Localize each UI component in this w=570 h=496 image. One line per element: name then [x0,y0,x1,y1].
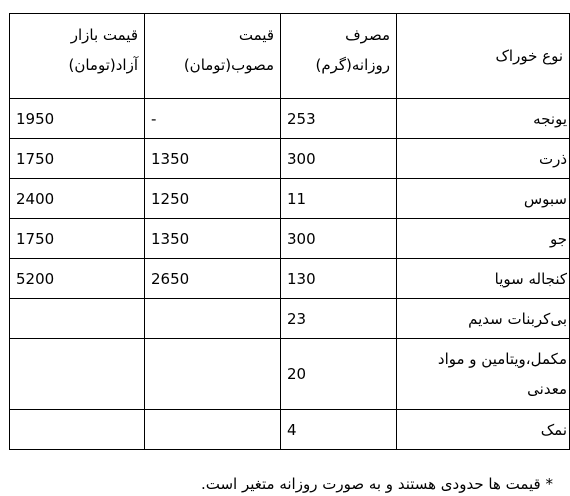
price-footnote: * قیمت ها حدودی هستند و به صورت روزانه متغیر است. [200,475,553,493]
feed-name-cell [397,339,570,410]
consumption-cell: 253 [281,99,397,139]
approved-price-cell: 2650 [145,259,281,299]
consumption-cell: 20 [281,339,397,410]
consumption-cell: 11 [281,179,397,219]
consumption-cell: 300 [281,219,397,259]
header-approved-price-line1: قیمت [238,26,274,44]
market-price-cell: 1750 [10,219,145,259]
feed-name-cell: کنجاله سویا [397,259,570,299]
table-row [10,410,570,450]
header-daily-consumption-line2: روزانه(گرم) [315,56,390,74]
consumption-cell: 4 [281,410,397,450]
feed-name-cell: بی‌کربنات سدیم [397,299,570,339]
market-price-cell: 1950 [10,99,145,139]
approved-price-cell: - [145,99,281,139]
market-price-cell: 1750 [10,139,145,179]
market-price-cell [10,410,145,450]
table-header-row [10,14,570,99]
header-market-price-line1: قیمت بازار [70,26,138,44]
market-price-cell: 2400 [10,179,145,219]
header-daily-consumption-line1: مصرف [345,26,390,44]
header-approved-price [145,14,281,99]
approved-price-cell [145,410,281,450]
consumption-cell: 300 [281,139,397,179]
header-approved-price-line2: مصوب(تومان) [183,56,274,74]
table-row [10,219,570,259]
table-row [10,99,570,139]
feed-name-line2: معدنی [527,380,567,398]
market-price-cell: 5200 [10,259,145,299]
consumption-cell: 130 [281,259,397,299]
header-feed-type-label: نوع خوراک [495,47,563,65]
feed-name-line1: مکمل،ویتامین و مواد [437,350,567,368]
table-row [10,179,570,219]
header-market-price-line2: آزاد(تومان) [68,56,138,74]
table-row [10,139,570,179]
feed-name-cell: جو [397,219,570,259]
approved-price-cell: 1350 [145,219,281,259]
approved-price-cell [145,339,281,410]
table-row [10,339,570,410]
feed-name-cell: یونجه [397,99,570,139]
feed-price-table-container [10,13,570,450]
table-row [10,299,570,339]
table-row [10,259,570,299]
approved-price-cell [145,299,281,339]
feed-name-cell: نمک [397,410,570,450]
market-price-cell [10,339,145,410]
market-price-cell [10,299,145,339]
feed-price-table [9,13,570,450]
approved-price-cell: 1250 [145,179,281,219]
header-feed-type [397,14,570,99]
consumption-cell: 23 [281,299,397,339]
header-daily-consumption [281,14,397,99]
feed-name-cell: ذرت [397,139,570,179]
header-market-price [10,14,145,99]
feed-name-cell: سبوس [397,179,570,219]
approved-price-cell: 1350 [145,139,281,179]
